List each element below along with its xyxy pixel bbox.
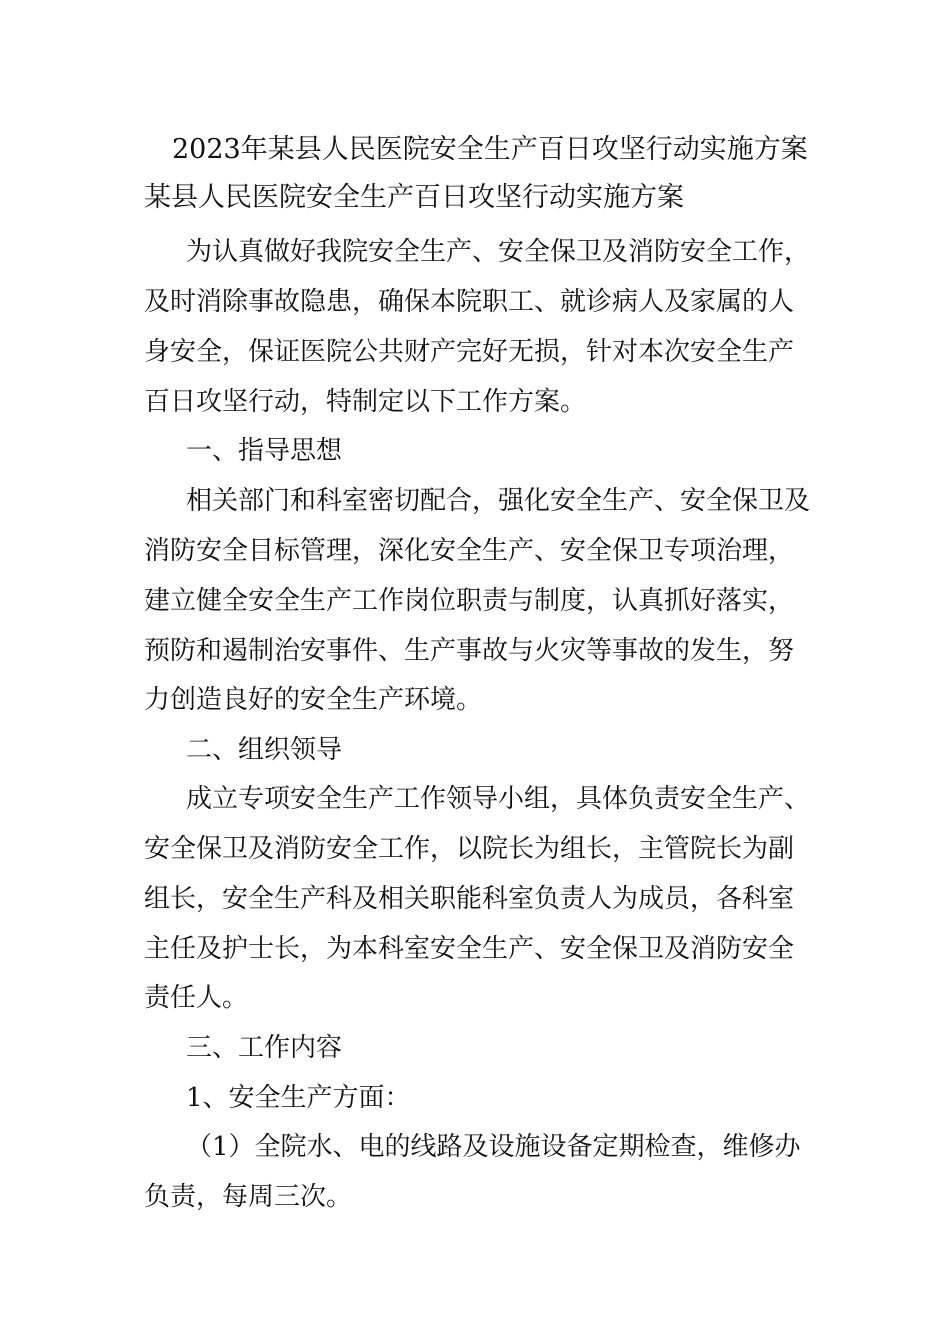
subsection-heading: 1、安全生产方面： bbox=[186, 1083, 411, 1113]
section1-paragraph-line: 建立健全安全生产工作岗位职责与制度，认真抓好落实， bbox=[144, 586, 795, 616]
section2-paragraph-line: 主任及护士长，为本科室安全生产、安全保卫及消防安全 bbox=[144, 934, 795, 964]
section1-paragraph-line: 消防安全目标管理，深化安全生产、安全保卫专项治理， bbox=[144, 536, 795, 566]
intro-paragraph-line: 百日攻坚行动，特制定以下工作方案。 bbox=[144, 387, 587, 417]
section2-paragraph-line: 组长，安全生产科及相关职能科室负责人为成员，各科室 bbox=[144, 884, 795, 914]
document-title: 2023年某县人民医院安全生产百日攻坚行动实施方案 bbox=[172, 134, 808, 165]
section1-paragraph-line: 相关部门和科室密切配合，强化安全生产、安全保卫及 bbox=[186, 486, 811, 516]
section-heading: 二、组织领导 bbox=[186, 735, 343, 765]
section-heading: 一、指导思想 bbox=[186, 436, 343, 466]
item-paragraph-line: 负责，每周三次。 bbox=[144, 1182, 353, 1212]
section1-paragraph-line: 力创造良好的安全生产环境。 bbox=[144, 685, 483, 715]
section2-paragraph-line: 成立专项安全生产工作领导小组，具体负责安全生产、 bbox=[186, 784, 811, 814]
intro-paragraph-line: 身安全，保证医院公共财产完好无损，针对本次安全生产 bbox=[144, 337, 795, 367]
document-subtitle: 某县人民医院安全生产百日攻坚行动实施方案 bbox=[144, 182, 684, 213]
section2-paragraph-line: 责任人。 bbox=[144, 983, 249, 1013]
intro-paragraph-line: 及时消除事故隐患，确保本院职工、就诊病人及家属的人 bbox=[144, 287, 795, 317]
section2-paragraph-line: 安全保卫及消防安全工作，以院长为组长，主管院长为副 bbox=[144, 834, 795, 864]
intro-paragraph-line: 为认真做好我院安全生产、安全保卫及消防安全工作， bbox=[186, 237, 811, 267]
section-heading: 三、工作内容 bbox=[186, 1033, 343, 1063]
section1-paragraph-line: 预防和遏制治安事件、生产事故与火灾等事故的发生，努 bbox=[144, 636, 795, 666]
item-paragraph-line: （1）全院水、电的线路及设施设备定期检查，维修办 bbox=[186, 1132, 801, 1162]
